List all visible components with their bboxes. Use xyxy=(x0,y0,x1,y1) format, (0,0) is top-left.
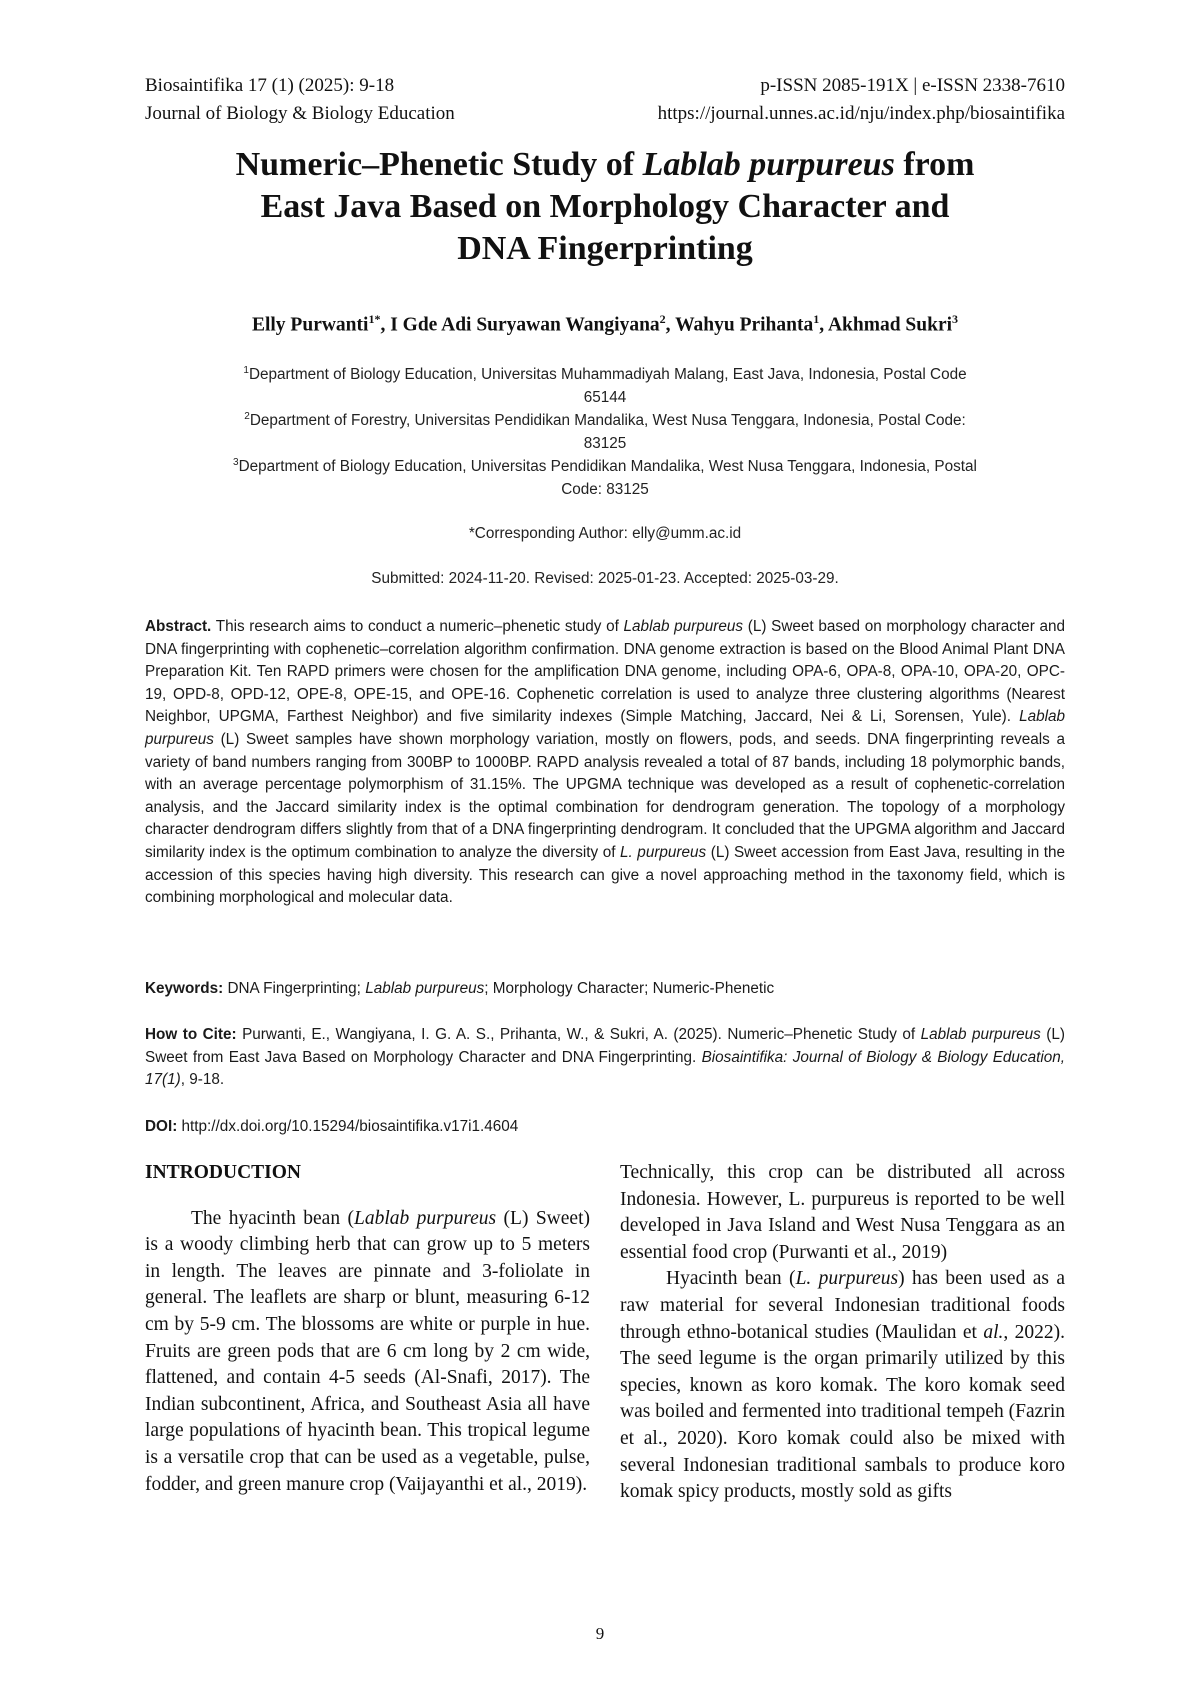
affiliation-text: 83125 xyxy=(583,435,627,453)
abstract-label: Abstract. xyxy=(145,618,212,635)
doi xyxy=(145,1116,1065,1139)
intro-italic: al. xyxy=(983,1321,1004,1343)
intro-text: , 2022). The seed legume is the organ primarily utilized by this species, known as koro komak. The koro komak seed was boiled and fermented into traditional tempeh (Fazrin et al., 2020). Koro komak could also be mixed with several Indonesian traditional sambals to produce koro komak spicy products, mostly sold as gifts xyxy=(620,1321,1065,1503)
author-affiliation-mark: 3 xyxy=(952,312,959,326)
title-line3: DNA Fingerprinting xyxy=(457,230,753,267)
affiliation-text: Code: 83125 xyxy=(561,481,649,499)
affiliation-3 xyxy=(145,451,1065,501)
author-list xyxy=(145,306,1065,339)
title-text: Numeric–Phenetic Study of xyxy=(235,146,643,183)
author-name: Wahyu Prihanta xyxy=(675,314,814,336)
abstract-text: (L) Sweet samples have shown morphology variation, mostly on flowers, pods, and seeds. DNA fingerprinting reveals a variety of band numbers ranging from 300BP to 1000BP. RAPD analysis revealed a total of 87 bands, including 18 polymorphic bands, with an average percentage polymorphism of 31.15%. The UPGMA technique was developed as a result of cophenetic-correlation analysis, and the Jaccard similarity index is the optimal combination for dendrogram generation. The topology of a morphology character dendrogram differs slightly from that of a DNA fingerprinting dendrogram. It concluded that the UPGMA algorithm and Jaccard similarity index is the optimum combination to analyze the diversity of xyxy=(145,730,1065,861)
author-name: Elly Purwanti xyxy=(251,314,369,336)
article-title xyxy=(145,144,1065,270)
abstract-text: This research aims to conduct a numeric–phenetic study of xyxy=(211,618,624,635)
author-name: I Gde Adi Suryawan Wangiyana xyxy=(390,314,660,336)
affiliation-1 xyxy=(145,359,1065,409)
affiliation-text: 65144 xyxy=(583,389,627,407)
abstract xyxy=(145,616,1065,910)
author-separator: , xyxy=(665,314,676,336)
intro-text: The hyacinth bean ( xyxy=(191,1207,354,1229)
intro-paragraph-continued: Technically, this crop can be distributed all across Indonesia. However, L. purpureus is reported to be well developed in Java Island and West Nusa Tenggara as an essential food crop (Purwanti et al., 2019) xyxy=(620,1162,1065,1263)
author-affiliation-mark: 2 xyxy=(659,312,666,326)
journal-issue: Biosaintifika 17 (1) (2025): 9-18 xyxy=(145,75,395,96)
keywords xyxy=(145,978,1065,1001)
affiliation-mark: 1 xyxy=(243,365,249,376)
affiliation-2 xyxy=(145,405,1065,455)
affiliation-text: Department of Biology Education, Universitas Muhammadiyah Malang, East Java, Indonesia, Postal Code xyxy=(248,366,967,384)
intro-paragraph-2 xyxy=(620,1266,1065,1505)
title-line2: East Java Based on Morphology Character and xyxy=(260,188,950,225)
intro-text: Hyacinth bean ( xyxy=(666,1268,796,1290)
journal-url[interactable]: https://journal.unnes.ac.id/nju/index.php/biosaintifika xyxy=(657,103,1065,124)
citation-journal: Biosaintifika: Journal of Biology & Biology Education, 17(1) xyxy=(145,1048,1065,1089)
intro-paragraph-1 xyxy=(145,1206,590,1499)
abstract-species: Lablab purpureus xyxy=(623,618,744,635)
intro-left-column xyxy=(145,1160,590,1498)
submission-dates: Submitted: 2024-11-20. Revised: 2025-01-23. Accepted: 2025-03-29. xyxy=(371,570,839,587)
author-separator: , xyxy=(819,314,828,336)
citation-pages: , 9-18. xyxy=(180,1071,225,1089)
intro-species: L. purpureus xyxy=(795,1268,899,1290)
affiliation-mark: 3 xyxy=(233,457,239,468)
keywords-text: ; Morphology Character; Numeric-Phenetic xyxy=(484,980,775,997)
keywords-species: Lablab purpureus xyxy=(365,980,485,997)
abstract-text: (L) Sweet accession from East Java, resulting in the accession of this species having high diversity. This research can give a novel approaching method in the taxonomy field, which is combining morphological and molecular data. xyxy=(145,843,1066,907)
citation-text: Purwanti, E., Wangiyana, I. G. A. S., Prihanta, W., & Sukri, A. (2025). Numeric–Phenetic Study of xyxy=(236,1026,921,1043)
author-affiliation-mark: 1* xyxy=(368,312,381,326)
author-affiliation-mark: 1 xyxy=(813,312,820,326)
title-species: Lablab purpureus xyxy=(642,146,895,183)
doi-label: DOI: xyxy=(145,1118,178,1135)
affiliation-text: Department of Forestry, Universitas Pendidikan Mandalika, West Nusa Tenggara, Indonesia, Postal Code: xyxy=(249,412,966,430)
intro-text: ) has been used as a raw material for several Indonesian traditional foods through ethno-botanical studies (Maulidan et xyxy=(620,1268,1065,1343)
intro-right-column xyxy=(620,1160,1065,1506)
abstract-text: (L) Sweet based on morphology character and DNA fingerprinting with cophenetic–correlation algorithm confirmation. DNA genome extraction is based on the Blood Animal Plant DNA Preparation Kit. Ten RAPD primers were chosen for the amplification DNA genome, including OPA-6, OPA-8, OPA-10, OPA-20, OPC-19, OPD-8, OPD-12, OPE-8, OPE-15, and OPE-16. Cophenetic correlation is used to analyze three clustering algorithms (Nearest Neighbor, UPGMA, Farthest Neighbor) and five similarity indexes (Simple Matching, Jaccard, Nei & Li, Sorensen, Yule). xyxy=(145,618,1065,726)
doi-link[interactable]: http://dx.doi.org/10.15294/biosaintifika.v17i1.4604 xyxy=(177,1118,519,1135)
page-number: 9 xyxy=(595,1624,605,1643)
affiliation-mark: 2 xyxy=(244,411,250,422)
citation-text: (L) Sweet from East Java Based on Morphology Character and DNA Fingerprinting. xyxy=(145,1026,1065,1066)
journal-name: Journal of Biology & Biology Education xyxy=(145,103,455,124)
how-to-cite xyxy=(145,1024,1065,1092)
citation-species: Lablab purpureus xyxy=(920,1026,1041,1043)
how-to-cite-label: How to Cite: xyxy=(145,1026,237,1043)
intro-text: (L) Sweet) is a woody climbing herb that can grow up to 5 meters in length. The leaves are pinnate and 3-foliolate in general. The leaflets are sharp or blunt, measuring 6-12 cm by 5-9 cm. The blossoms are white or purple in hue. Fruits are green pods that are 6 cm long by 2 cm wide, flattened, and contain 4-5 seeds (Al-Snafi, 2017). The Indian subcontinent, Africa, and Southeast Asia all have large populations of hyacinth bean. This tropical legume is a versatile crop that can be used as a vegetable, pulse, fodder, and green manure crop (Vaijayanthi et al., 2019). xyxy=(145,1207,590,1495)
abstract-species: L. purpureus xyxy=(620,843,707,861)
keywords-label: Keywords: xyxy=(145,980,224,997)
author-name: Akhmad Sukri xyxy=(827,314,953,336)
section-heading-introduction: INTRODUCTION xyxy=(145,1162,302,1183)
title-text: from xyxy=(894,146,975,183)
corresponding-author: *Corresponding Author: elly@umm.ac.id xyxy=(468,525,742,542)
author-separator: , xyxy=(380,314,391,336)
affiliation-text: Department of Biology Education, Universitas Pendidikan Mandalika, West Nusa Tenggara, Indonesia, Postal xyxy=(238,458,977,476)
issn: p-ISSN 2085-191X | e-ISSN 2338-7610 xyxy=(760,75,1065,96)
keywords-text: DNA Fingerprinting; xyxy=(223,980,366,997)
intro-species: Lablab purpureus xyxy=(354,1207,497,1229)
abstract-species: Lablab purpureus xyxy=(145,708,1065,748)
